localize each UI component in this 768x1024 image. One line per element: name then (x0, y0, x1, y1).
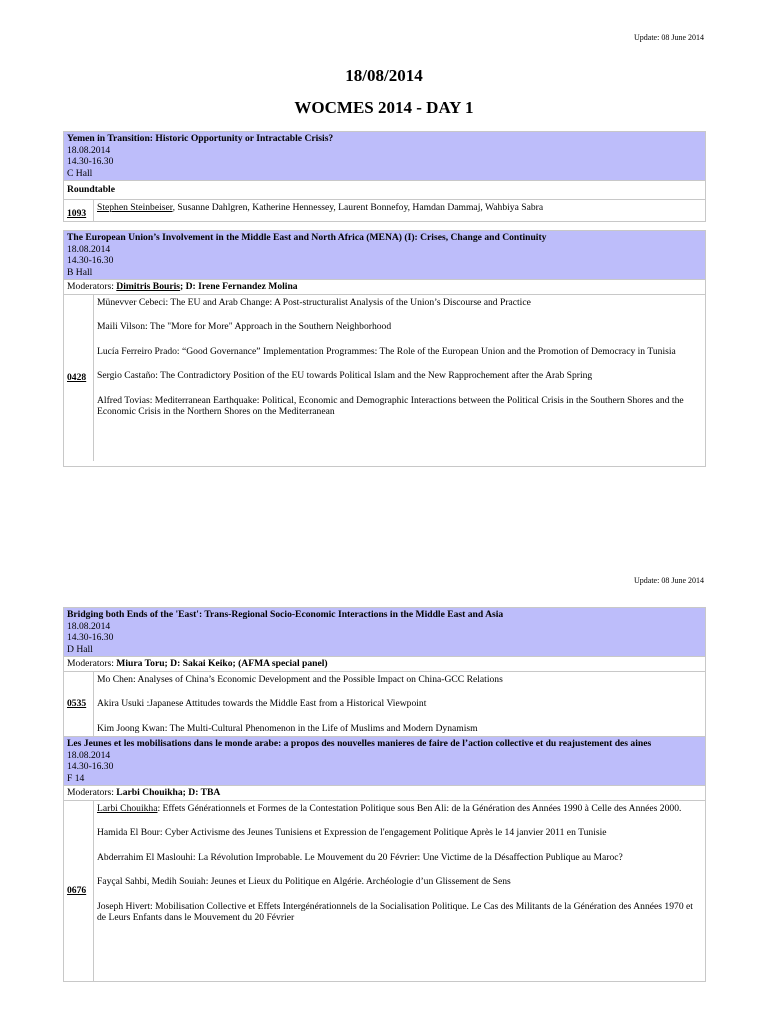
paper-list (93, 672, 705, 737)
moderator-names: Larbi Chouikha; D: TBA (116, 787, 221, 798)
moderators (64, 656, 705, 671)
paper-author: Münevver Cebeci (97, 296, 166, 308)
moderators-label: Moderators: (67, 787, 117, 798)
paper-title: : “Good Governance” Implementation Programmes: The Role of the European Union and the Promotion of Democracy in Tunisia (176, 345, 676, 357)
session-body (64, 671, 705, 737)
paper-item (97, 370, 702, 382)
paper-author: Lucía Ferreiro Prado (97, 345, 177, 357)
session-code[interactable]: 0676 (67, 884, 87, 896)
session-room: F 14 (67, 772, 85, 784)
paper-title: : Analyses of China’s Economic Development and the Possible Impact on China-GCC Relations (132, 673, 503, 685)
session-header (64, 231, 705, 279)
session-table-0535 (63, 607, 706, 982)
session-title: Yemen in Transition: Historic Opportunity or Intractable Crisis? (67, 133, 334, 144)
session-code[interactable]: 0428 (67, 371, 87, 383)
paper-item (97, 321, 702, 333)
paper-title: : Mobilisation Collective et Effets Intergénérationnels de la Socialisation Politique. Le Cas des Militants de la Génération des Années 1970 et de Leurs Enfants dans le Mouvement du 20 Février (97, 900, 693, 923)
paper-title: : The EU and Arab Change: A Post-structuralist Analysis of the Union’s Discourse and Practice (165, 296, 531, 308)
session-date: 18.08.2014 (67, 620, 111, 632)
session-title: The European Union’s Involvement in the Middle East and North Africa (MENA) (I): Crises, Change and Continuity (67, 232, 547, 243)
paper-title: : The Contradictory Position of the EU towards Political Islam and the New Rapprochement after the Arab Spring (155, 370, 593, 381)
paper-author: Kim Joong Kwan (97, 722, 165, 734)
session-body (64, 294, 705, 461)
paper-title: : Cyber Activisme des Jeunes Tunisiens et Expression de l'engagement Politique Après le 14 janvier 2011 en Tunisie (159, 827, 607, 838)
session-header (64, 736, 705, 785)
paper-title: : Mediterranean Earthquake: Political, Economic and Demographic Interactions between the Political Crisis in the Southern Shores and the Economic Crisis in the Northern Shores on the Mediterranean (97, 394, 684, 417)
paper-author: Fayçal Sahbi, Medih Souiah (97, 876, 206, 887)
session-room: C Hall (67, 167, 93, 179)
session-title: Les Jeunes et les mobilisations dans le monde arabe: a propos des nouvelles manieres de faire de l’action collective et du reajustement des aines (67, 738, 652, 749)
paper-author: Alfred Tovias (97, 394, 150, 406)
participants (93, 200, 705, 222)
paper-author: Abderrahim El Maslouhi (97, 851, 193, 863)
paper-item (97, 346, 702, 358)
paper-title: :Japanese Attitudes towards the Middle East from a Historical Viewpoint (144, 698, 427, 709)
participant-list: , Susanne Dahlgren, Katherine Hennessey, Laurent Bonnefoy, Hamdan Dammaj, Wahbiya Sabra (172, 201, 544, 213)
paper-item (97, 852, 702, 864)
paper-item (97, 723, 702, 735)
session-code[interactable]: 1093 (67, 207, 87, 219)
date-title: 18/08/2014 (345, 66, 423, 85)
moderators-label: Moderators: (67, 658, 117, 669)
paper-item (97, 698, 702, 710)
session-time: 14.30-16.30 (67, 632, 114, 643)
paper-item (97, 827, 702, 839)
paper-item (97, 803, 702, 815)
moderator-rest: ; D: Irene Fernandez Molina (180, 281, 298, 292)
paper-author: Sergio Castaño (97, 370, 156, 381)
session-table-1093 (63, 131, 706, 222)
session-date: 18.08.2014 (67, 144, 111, 156)
moderators-label: Moderators: (67, 281, 117, 292)
paper-title: : The "More for More" Approach in the Southern Neighborhood (145, 321, 392, 332)
paper-title: : Effets Générationnels et Formes de la Contestation Politique sous Ben Ali: de la Génération des Années 1990 à Celle des Années 2000. (157, 802, 682, 814)
paper-item (97, 395, 702, 418)
paper-item (97, 901, 702, 924)
session-code[interactable]: 0535 (67, 698, 87, 709)
paper-title: : Jeunes et Lieux du Politique en Algérie. Archéologie d’un Glissement de Sens (205, 876, 511, 887)
paper-list (93, 295, 705, 461)
paper-author: Maili Vilson (97, 321, 146, 332)
update-note: Update: 08 June 2014 (634, 33, 704, 42)
session-date: 18.08.2014 (67, 243, 111, 255)
participant-link[interactable]: Stephen Steinbeiser (97, 201, 173, 213)
session-title: Bridging both Ends of the 'East': Trans-Regional Socio-Economic Interactions in the Middle East and Asia (67, 609, 504, 620)
moderator-names: Miura Toru; D: Sakai Keiko; (AFMA special panel) (116, 658, 328, 669)
paper-author: Joseph Hivert (97, 900, 151, 912)
session-room: B Hall (67, 266, 93, 278)
paper-list (93, 801, 705, 981)
paper-author: Hamida El Bour (97, 827, 160, 838)
paper-author: Mo Chen (97, 673, 133, 685)
session-table-0428 (63, 230, 706, 467)
session-room: D Hall (67, 643, 93, 655)
session-body (64, 800, 705, 981)
paper-item (97, 297, 702, 309)
paper-author[interactable]: Larbi Chouikha (97, 802, 158, 814)
paper-item (97, 674, 702, 686)
paper-title: : La Révolution Improbable. Le Mouvement du 20 Février: Une Victime de la Désaffection Publique au Maroc? (192, 851, 623, 863)
session-time: 14.30-16.30 (67, 156, 114, 167)
update-note: Update: 08 June 2014 (634, 576, 704, 585)
paper-item (97, 876, 702, 888)
session-header (64, 608, 705, 656)
moderator-link[interactable]: Dimitris Bouris (116, 281, 180, 292)
moderators (64, 785, 705, 800)
session-type: Roundtable (64, 180, 705, 199)
session-date: 18.08.2014 (67, 749, 111, 761)
session-header (64, 132, 705, 180)
paper-author: Akira Usuki (97, 698, 145, 709)
session-time: 14.30-16.30 (67, 761, 114, 772)
paper-title: : The Multi-Cultural Phenomenon in the Life of Muslims and Modern Dynamism (164, 722, 478, 734)
moderators (64, 279, 705, 294)
page-title: WOCMES 2014 - DAY 1 (294, 98, 474, 117)
session-body (64, 199, 705, 222)
session-time: 14.30-16.30 (67, 255, 114, 266)
